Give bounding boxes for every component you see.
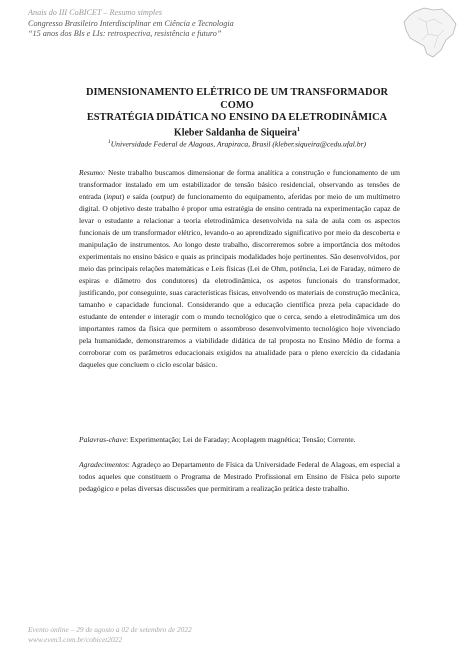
brazil-map-icon (400, 4, 458, 60)
abstract-text-1: Neste trabalho buscamos dimensionar de forma analítica a construção e funcionamento de um transformador instalado em um estabilizador de tensão básico residencial, observando as tensões de entrada ( (79, 168, 400, 201)
abstract-text-2: ) e saída ( (121, 192, 154, 201)
paper-title-line-1: DIMENSIONAMENTO ELÉTRICO DE UM TRANSFORMADOR COMO (85, 87, 389, 111)
affiliation-text: Universidade Federal de Alagoas, Arapiraca, Brasil (kleber.siqueira@cedu.ufal.br) (110, 139, 367, 149)
event-website: www.even3.com.br/cobicet2022 (28, 634, 123, 644)
paper-title (70, 87, 404, 125)
keywords-text: : Experimentação; Lei de Faraday; Acoplagem magnética; Tensão; Corrente. (126, 435, 356, 444)
event-congress-line: Congresso Brasileiro Interdisciplinar em Ciência e Tecnologia (28, 18, 234, 28)
author-line (0, 126, 474, 138)
event-annals-line: Anais do III CoBICET – Resumo simples (28, 8, 163, 17)
author-name: Kleber Saldanha de Siqueira (173, 127, 297, 139)
abstract-output-term: output (153, 192, 173, 201)
affiliation-mark: 1 (107, 139, 111, 145)
acknowledgements-label: Agradecimentos (79, 460, 128, 469)
paper-title-line-2: ESTRATÉGIA DIDÁTICA NO ENSINO DA ELETRODINÂMICA (86, 112, 388, 123)
event-theme-line: “15 anos dos BIs e LIs: retrospectiva, resistência e futuro” (28, 29, 222, 38)
event-header (28, 8, 408, 40)
abstract-label: Resumo: (79, 168, 106, 177)
abstract-input-term: input (106, 192, 122, 201)
keywords (79, 434, 400, 446)
event-footer (28, 625, 192, 644)
author-affiliation-mark: 1 (296, 126, 301, 133)
abstract (79, 167, 400, 371)
keywords-label: Palavras-chave (79, 435, 127, 444)
affiliation (0, 139, 474, 149)
acknowledgements (79, 459, 400, 495)
abstract-text-3: ) de funcionamento do equipamento, aferidas por meio de um multímetro digital. O objetivo deste trabalho é propor uma estratégia de ensino centrada na experimentação capaz de levar o estudante a relacionar a teoria eletrodinâmica desenvolvida na sala de aula com os aspectos funcionais de um transformador elétrico, levando-o ao aprendizado significativo por meio da descoberta e manipulação de instrumentos. Ao longo deste trabalho, discorreremos sobre a importância dos métodos experimentais no ensino básico e quais as principais modalidades hoje pertinentes. São desenvolvidos, por meio das principais relações matemáticas e Leis físicas (Lei de Ohm, potência, Lei de Faraday, número de espiras e diâmetro dos condutores) da eletrodinâmica, os aspetos funcionais do transformador, justificando, por conseguinte, suas características físicas, envolvendo os materiais de construção mecânica, tamanho e capacidade funcional. Considerando que a educação científica preza pela capacidade do estudante de entender e interagir com o mundo tecnológico que o cerca, sendo a eletrodinâmica um dos importantes ramos da física que permitem o assombroso desenvolvimento tecnológico hoje vivenciado pela humanidade, demonstraremos a viabilidade didática de tal proposta no Ensino Médio de forma a corroborar com os parâmetros educacionais exigidos na atualidade para o pleno exercício da cidadania daqueles que concluem o ciclo escolar básico. (79, 192, 400, 369)
acknowledgements-text: : Agradeço ao Departamento de Física da Universidade Federal de Alagoas, em especial a todos aqueles que constituem o Programa de Mestrado Profissional em Ensino de Física pelo suporte pedagógico e pelas diversas discussões que permitiram a realização prática deste trabalho. (79, 460, 400, 493)
event-dates: Evento online – 29 de agosto a 02 de setembro de 2022 (28, 625, 192, 634)
